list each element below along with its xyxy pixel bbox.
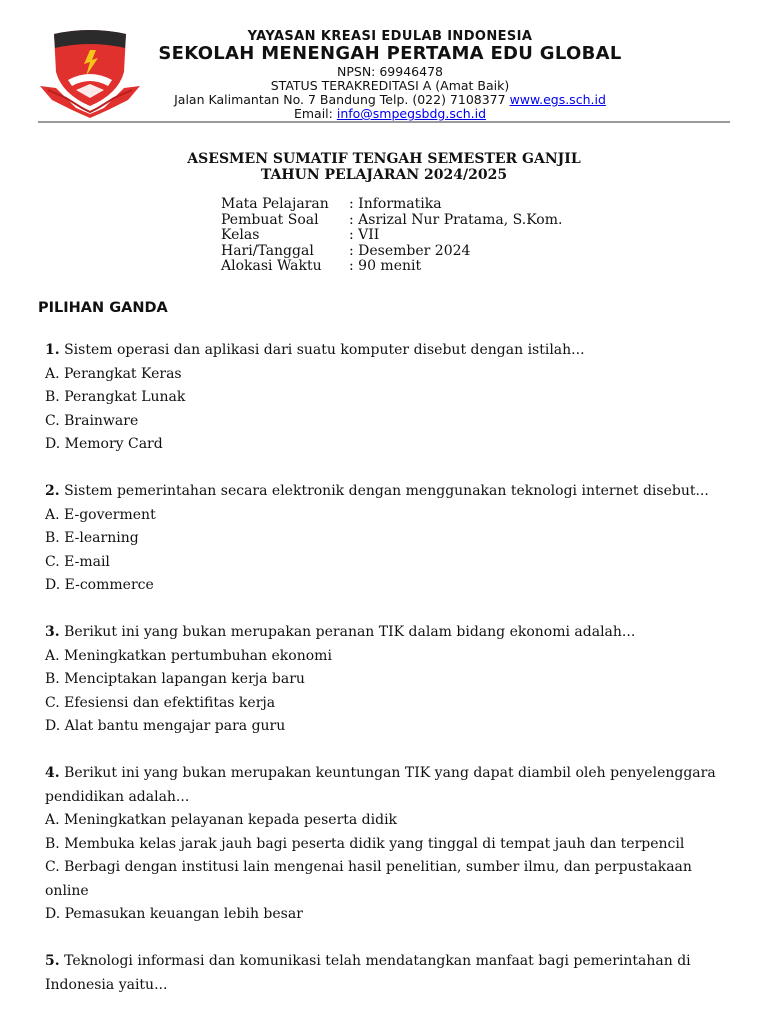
answer-option: C. E-mail [45, 553, 110, 570]
question-text: Sistem pemerintahan secara elektronik dengan menggunakan teknologi internet disebut... [59, 483, 709, 499]
question-text: Sistem operasi dan aplikasi dari suatu komputer disebut dengan istilah... [59, 342, 585, 358]
answer-option: D. Pemasukan keuangan lebih besar [45, 906, 303, 922]
question-list [45, 339, 735, 1021]
foundation-name: YAYASAN KREASI EDULAB INDONESIA [247, 29, 533, 44]
question-number: 2. [45, 483, 60, 499]
answer-option: B. E-learning [45, 530, 139, 546]
answer-option: B. Perangkat Lunak [45, 389, 186, 405]
question-number: 3. [45, 624, 60, 640]
exam-year: TAHUN PELAJARAN 2024/2025 [260, 167, 508, 183]
question-number: 1. [45, 342, 60, 358]
question-stem [45, 762, 735, 809]
exam-meta [221, 197, 562, 275]
meta-value: : Desember 2024 [349, 242, 471, 259]
answer-option: A. Meningkatkan pelayanan kepada peserta didik [45, 812, 398, 828]
meta-row [221, 228, 562, 244]
email-label: Email: [293, 106, 337, 121]
question-number: 5. [45, 953, 60, 969]
question-stem [45, 950, 735, 997]
question-4 [45, 762, 735, 927]
meta-value: : Asrizal Nur Pratama, S.Kom. [349, 211, 563, 228]
question-text: Teknologi informasi dan komunikasi telah mendatangkan manfaat bagi pemerintahan di Indonesia yaitu... [45, 953, 691, 993]
section-title: PILIHAN GANDA [38, 300, 168, 316]
meta-label: Pembuat Soal [221, 211, 319, 228]
answer-option: D. Alat bantu mengajar para guru [45, 718, 286, 734]
answer-option: C. Berbagi dengan institusi lain mengenai hasil penelitian, sumber ilmu, dan perpustakaan online [45, 859, 692, 899]
question-stem [45, 621, 735, 645]
answer-option: C. Brainware [45, 412, 139, 429]
meta-value: : VII [349, 227, 380, 244]
question-3 [45, 621, 735, 739]
accreditation-status: STATUS TERAKREDITASI A (Amat Baik) [270, 78, 510, 93]
answer-option: A. Meningkatkan pertumbuhan ekonomi [45, 647, 332, 664]
email-link[interactable]: info@smpegsbdg.sch.id [336, 106, 487, 121]
meta-row [221, 259, 562, 275]
question-5 [45, 950, 735, 997]
exam-title: ASESMEN SUMATIF TENGAH SEMESTER GANJIL [187, 151, 581, 167]
meta-label: Mata Pelajaran [221, 196, 329, 212]
school-email [150, 106, 630, 121]
meta-value: : 90 menit [349, 258, 422, 275]
meta-row [221, 244, 562, 260]
meta-value: : Informatika [349, 196, 442, 212]
answer-option: A. Perangkat Keras [45, 365, 182, 382]
school-address [150, 92, 630, 107]
address-text: Jalan Kalimantan No. 7 Bandung Telp. (022) 7108377 [174, 92, 510, 107]
meta-label: Hari/Tanggal [221, 242, 314, 259]
answer-option: B. Membuka kelas jarak jauh bagi peserta didik yang tinggal di tempat jauh dan terpencil [45, 835, 685, 852]
answer-option: D. Memory Card [45, 436, 163, 452]
question-stem [45, 480, 735, 504]
question-2 [45, 480, 735, 598]
answer-option: B. Menciptakan lapangan kerja baru [45, 671, 305, 687]
answer-option: D. E-commerce [45, 577, 154, 593]
meta-row [221, 213, 562, 229]
school-npsn: NPSN: 69946478 [337, 64, 443, 79]
question-text: Berikut ini yang bukan merupakan peranan TIK dalam bidang ekonomi adalah... [59, 624, 636, 640]
school-crest-icon [38, 28, 142, 118]
question-number: 4. [45, 765, 60, 781]
letterhead-divider [38, 121, 730, 123]
question-stem [45, 339, 735, 363]
answer-option: C. Efesiensi dan efektifitas kerja [45, 694, 276, 711]
question-text: Berikut ini yang bukan merupakan keuntungan TIK yang dapat diambil oleh penyelenggara pendidikan adalah... [45, 765, 716, 805]
meta-label: Kelas [221, 227, 260, 244]
question-1 [45, 339, 735, 457]
meta-row [221, 197, 562, 213]
website-link[interactable]: www.egs.sch.id [509, 92, 606, 107]
meta-label: Alokasi Waktu [221, 258, 322, 275]
answer-option: A. E-goverment [45, 506, 156, 523]
school-name: SEKOLAH MENENGAH PERTAMA EDU GLOBAL [158, 43, 622, 64]
